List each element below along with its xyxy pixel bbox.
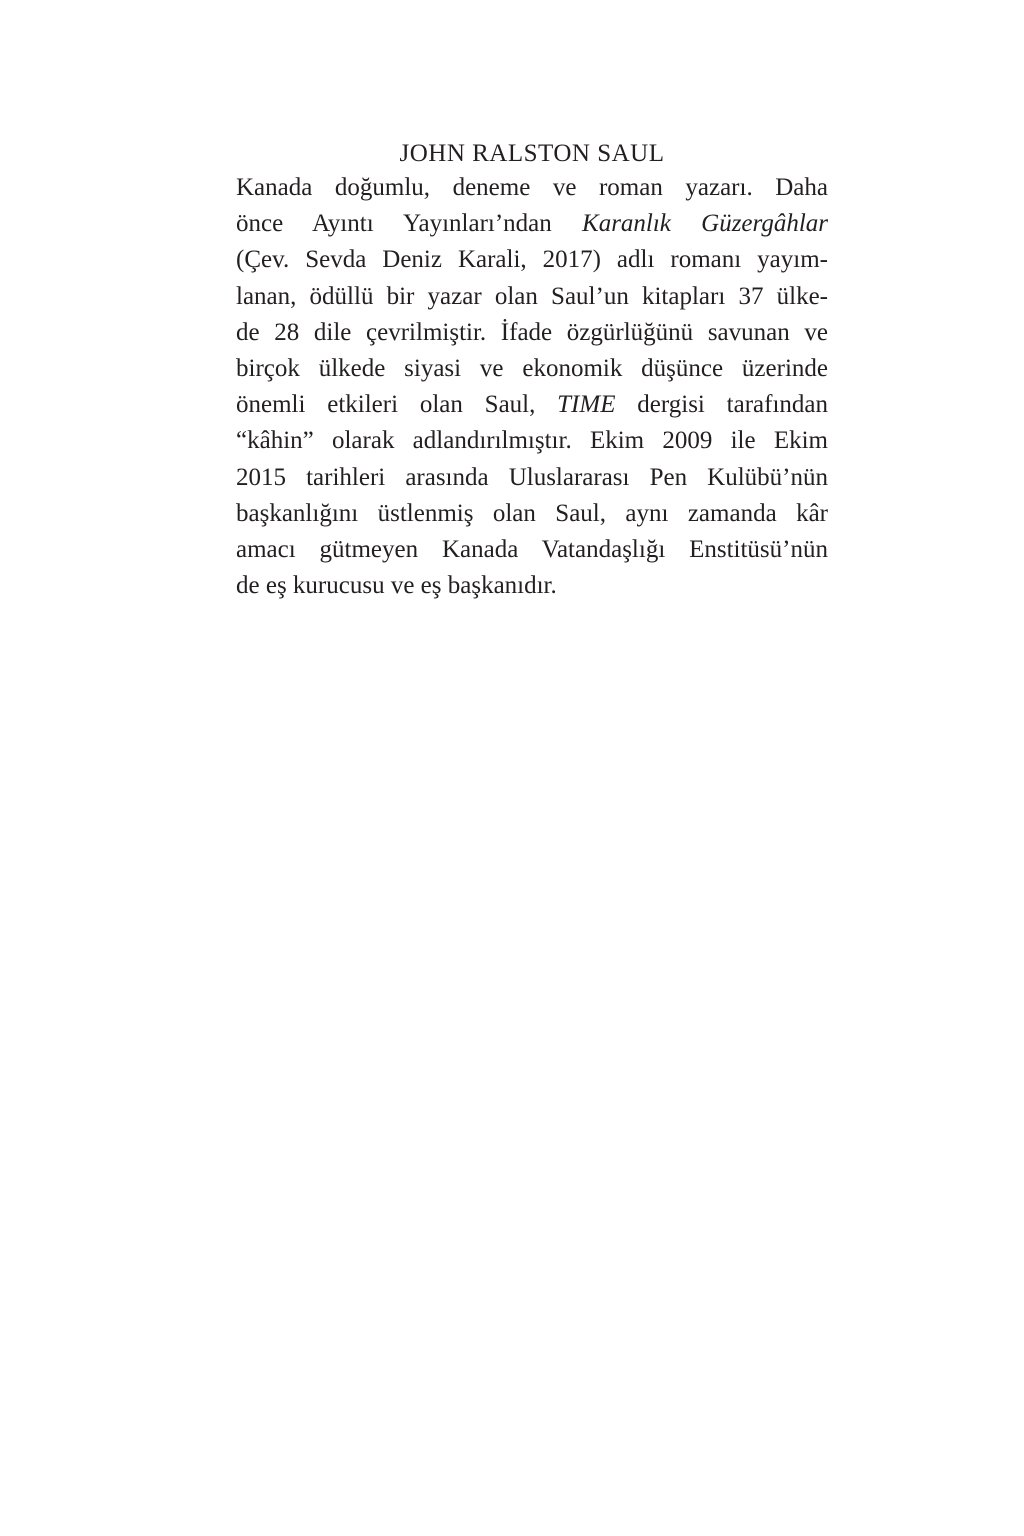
bio-line: “kâhin” olarak adlandırılmıştır. Ekim 2009 ile Ekim: [236, 427, 828, 455]
bio-line: lanan, ödüllü bir yazar olan Saul’un kitapları 37 ülke-: [236, 282, 828, 310]
bio-text: önce Ayıntı Yayınları’ndan: [236, 210, 583, 238]
bio-line: amacı gütmeyen Kanada Vatandaşlığı Enstitüsü’nün: [236, 536, 828, 564]
bio-line: başkanlığını üstlenmiş olan Saul, aynı zamanda kâr: [236, 499, 828, 527]
book-title-italic: Karanlık Güzergâhlar: [582, 210, 828, 238]
bio-text: dergisi tarafından: [615, 391, 828, 419]
bio-line: [236, 387, 828, 423]
magazine-title-italic: TIME: [557, 391, 616, 419]
bio-line: 2015 tarihleri arasında Uluslararası Pen Kulübü’nün: [236, 463, 828, 491]
bio-line: [236, 206, 828, 242]
bio-line: birçok ülkede siyasi ve ekonomik düşünce üzerinde: [236, 355, 828, 383]
author-name-heading: JOHN RALSTON SAUL: [399, 140, 665, 167]
author-biography: [236, 170, 828, 604]
bio-line: (Çev. Sevda Deniz Karali, 2017) adlı romanı yayım-: [236, 246, 828, 274]
bio-line: Kanada doğumlu, deneme ve roman yazarı. Daha: [236, 174, 828, 201]
bio-text: önemli etkileri olan Saul,: [236, 391, 558, 419]
bio-line: de 28 dile çevrilmiştir. İfade özgürlüğünü savunan ve: [236, 318, 828, 346]
bio-line: de eş kurucusu ve eş başkanıdır.: [236, 572, 557, 600]
